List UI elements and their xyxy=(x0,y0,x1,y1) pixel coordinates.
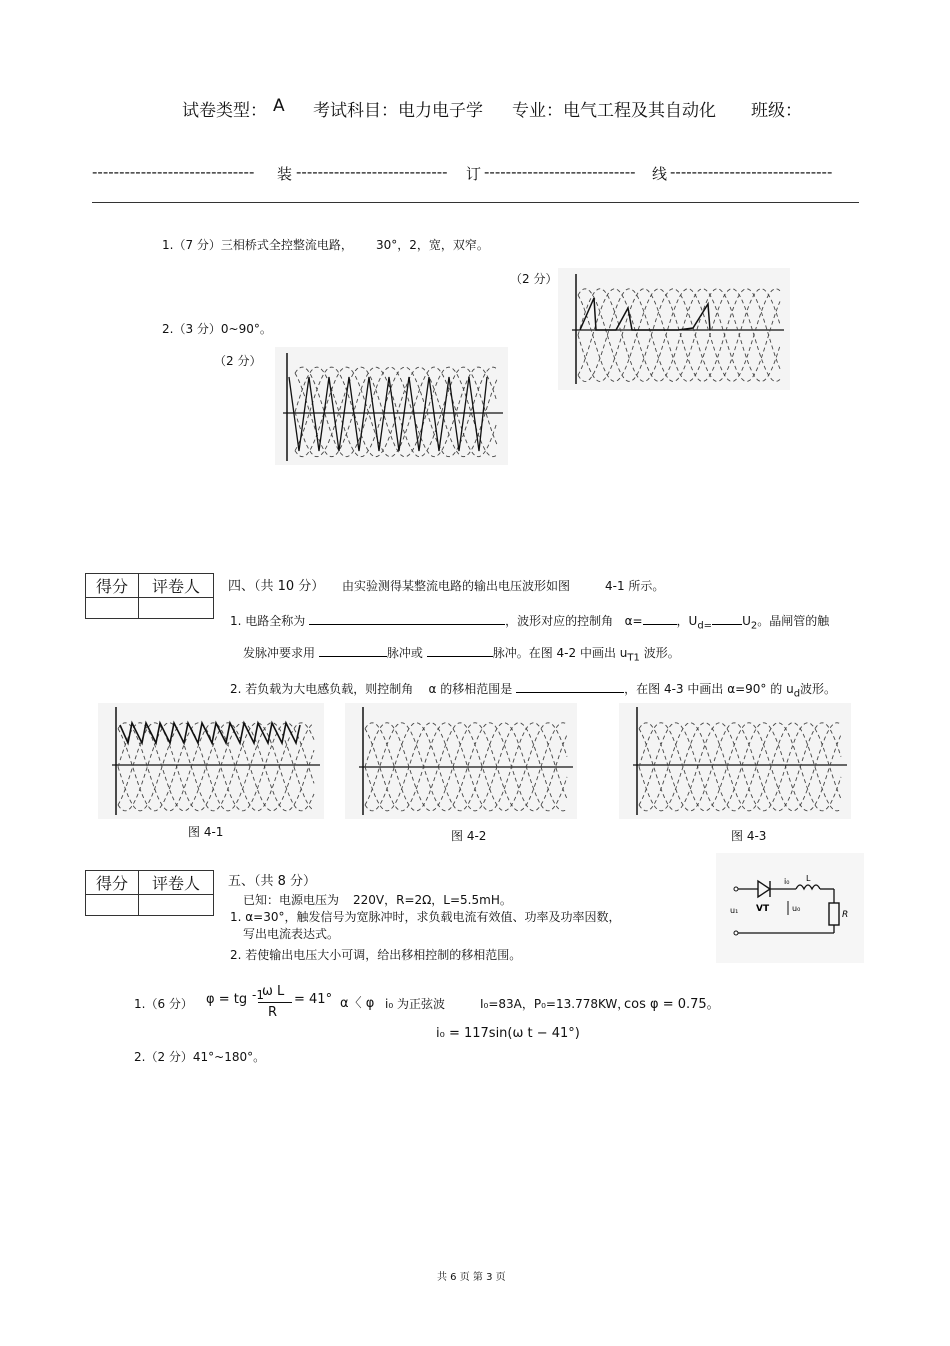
score-cell[interactable] xyxy=(86,895,139,916)
answer5-cos: cos φ = 0.75。 xyxy=(624,997,720,1012)
binding-zhuang: 装 xyxy=(277,165,293,183)
blank-alpha[interactable] xyxy=(643,612,677,625)
binding-ding: 订 xyxy=(466,165,482,183)
section4-title: 四、（共 10 分） xyxy=(228,579,325,594)
dash-line-2: ---------------------------- xyxy=(296,163,448,181)
figure-4-1-caption: 图 4-1 xyxy=(188,825,224,839)
section5-known: 已知：电源电压为 xyxy=(243,893,340,907)
figure-4-3-caption: 图 4-3 xyxy=(731,829,767,843)
grader-label: 评卷人 xyxy=(139,871,214,895)
blank-ud[interactable] xyxy=(712,612,742,625)
waveform-answer-2 xyxy=(275,347,508,465)
inductor-label: L xyxy=(806,874,811,883)
q4-1-text-2: 发脉冲要求用 脉冲或 脉冲。在图 4-2 中画出 $u_{T1}$ 波形。 xyxy=(243,646,680,664)
blank-range[interactable] xyxy=(516,680,624,693)
answer-1-score: （2 分） xyxy=(510,272,558,286)
section4-desc: 由实验测得某整流电路的输出电压波形如图 xyxy=(342,579,571,593)
blank-pulse-1[interactable] xyxy=(319,644,387,657)
q4-1-text: 1. 电路全称为 ，波形对应的控制角 α= ，$U_{d=}$ $U_2$。晶闸管的触 xyxy=(230,614,830,632)
answer-1: 1.（7 分）三相桥式全控整流电路， xyxy=(162,238,353,252)
blank-circuit-name[interactable] xyxy=(309,612,505,625)
answer5-io-expression: i₀ = 117sin(ω t − 41°) xyxy=(436,1026,580,1041)
answer5-io-values: I₀=83A，P₀=13.778KW， xyxy=(480,997,630,1011)
waveform-answer-1 xyxy=(558,268,790,390)
dash-line-3: ---------------------------- xyxy=(484,163,636,181)
section5-known-values: 220V，R=2Ω，L=5.5mH。 xyxy=(353,893,512,907)
answer5-frac-top: ω L xyxy=(262,984,285,999)
answer-2: 2.（3 分）0~90°。 xyxy=(162,322,272,336)
answer5-compare: α〈 φ xyxy=(340,996,375,1011)
exam-class: 班级： xyxy=(751,101,802,121)
answer5-phi: φ = tg xyxy=(206,992,248,1007)
blank-pulse-2[interactable] xyxy=(427,644,493,657)
answer-2-score: （2 分） xyxy=(214,354,262,368)
vt-label: VT xyxy=(756,904,770,914)
io-label: i₀ xyxy=(784,877,790,886)
circuit-diagram xyxy=(716,853,864,963)
section5-q1: 1. α=30°，触发信号为宽脉冲时，求负载电流有效值、功率及功率因数， xyxy=(230,910,621,924)
answer5-1-head: 1.（6 分） xyxy=(134,997,193,1011)
figure-4-3 xyxy=(619,703,851,819)
answer5-frac-bot: R xyxy=(268,1005,278,1020)
section5-title: 五、（共 8 分） xyxy=(228,874,317,889)
grader-label: 评卷人 xyxy=(139,574,214,598)
dash-line-1: ------------------------------ xyxy=(92,163,255,181)
score-label: 得分 xyxy=(86,871,139,895)
answer-1-values: 30°，2，宽，双窄。 xyxy=(376,238,489,252)
score-table-5 xyxy=(85,870,214,916)
exam-major: 专业：电气工程及其自动化 xyxy=(512,101,716,121)
figure-4-2 xyxy=(345,703,577,819)
exam-subject: 考试科目：电力电子学 xyxy=(313,101,483,121)
binding-xian: 线 xyxy=(652,165,668,183)
resistor-label: R xyxy=(842,910,849,920)
answer5-2: 2.（2 分）41°~180°。 xyxy=(134,1050,266,1064)
section5-q2: 2. 若使输出电压大小可调，给出移相控制的移相范围。 xyxy=(230,948,522,962)
dash-line-4: ------------------------------ xyxy=(670,163,833,181)
q4-2-text: 2. 若负载为大电感负载，则控制角 α 的移相范围是 ，在图 4-3 中画出 α=90° 的 $u_d$波形。 xyxy=(230,682,837,700)
score-label: 得分 xyxy=(86,574,139,598)
u1-label: u₁ xyxy=(730,906,739,915)
grader-cell[interactable] xyxy=(139,598,214,619)
uo-label: u₀ xyxy=(792,904,801,913)
section4-fig-ref: 4-1 所示。 xyxy=(605,579,665,593)
section5-q1b: 写出电流表达式。 xyxy=(243,927,340,941)
figure-4-2-caption: 图 4-2 xyxy=(451,829,487,843)
exam-type-label: 试卷类型： xyxy=(182,101,267,121)
grader-cell[interactable] xyxy=(139,895,214,916)
score-table-4 xyxy=(85,573,214,619)
header-rule xyxy=(92,202,859,203)
exam-type-value: A xyxy=(273,96,285,116)
answer5-phi-value: = 41° xyxy=(294,992,333,1007)
figure-4-1 xyxy=(98,703,324,819)
page-footer: 共 6 页 第 3 页 xyxy=(437,1272,506,1283)
score-cell[interactable] xyxy=(86,598,139,619)
answer5-io-text: i₀ 为正弦波 xyxy=(385,997,445,1011)
